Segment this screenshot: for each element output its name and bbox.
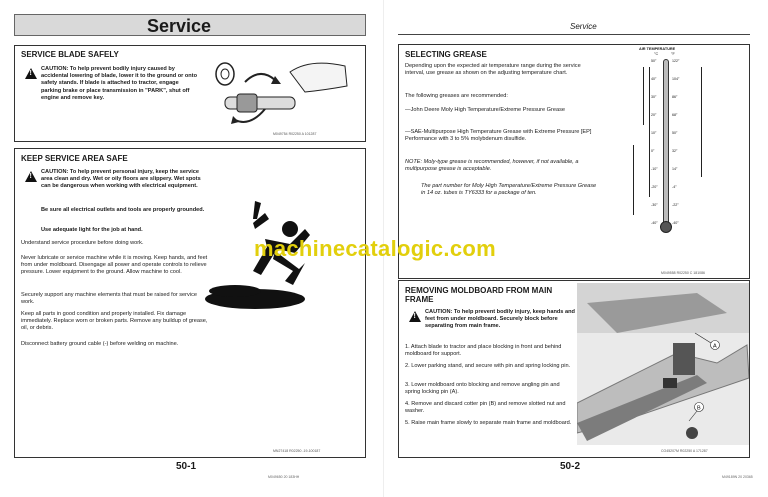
thermometer-bulb [660, 221, 672, 233]
warning-icon [409, 311, 421, 322]
celsius-tick-label: -40° [651, 221, 658, 225]
step-2: 2. Lower parking stand, and secure with pin and spring locking pin. [405, 363, 571, 369]
area-paragraph-3: Securely support any machine elements that must be raised for service work. [21, 292, 197, 306]
range-bar [701, 67, 702, 177]
step-3: 3. Lower moldboard onto blocking and remove angling pin and spring locking pin (A). [405, 382, 560, 396]
page-footnote: M049650 20 183HH [268, 475, 300, 479]
grease-note: NOTE: Moly-type grease is recommended, however, if not available, a multipurpose grease is acceptable. [405, 159, 579, 173]
service-area-title: KEEP SERVICE AREA SAFE [21, 154, 128, 163]
section-header [14, 14, 366, 36]
moldboard-caution-text: CAUTION: To help prevent bodily injury, keep hands and feet from under moldboard. Securely block before separating from main frame. [425, 309, 575, 330]
chart-title: AIR TEMPERATURE [639, 47, 676, 51]
running-header: Service [570, 22, 597, 31]
moldboard-photo [577, 283, 749, 445]
fahrenheit-tick-label: -40° [672, 221, 679, 225]
fahrenheit-tick-label: 104° [672, 77, 680, 81]
blade-safety-title: SERVICE BLADE SAFELY [21, 50, 119, 59]
service-area-box [14, 148, 366, 458]
grease-part-number: The part number for Moly High Temperature/Extreme Pressure Grease in 14 oz. tubes is TY6333 for a package of ten. [421, 183, 597, 197]
step-4: 4. Remove and discard cotter pin (B) and remove slotted nut and washer. [405, 401, 566, 415]
blade-figure-caption: M049754 R02250 A 101287 [273, 132, 317, 136]
grease-paragraph-1: Depending upon the expected air temperature range during the service interval, use grease as shown on the adjusting temperature chart. [405, 63, 581, 77]
celsius-tick-label: 30° [651, 95, 657, 99]
blade-safety-box [14, 45, 366, 142]
callout-b: B [697, 405, 701, 412]
warning-icon [25, 171, 37, 182]
celsius-tick-label: 0° [651, 149, 655, 153]
fahrenheit-tick-label: 122° [672, 59, 680, 63]
area-figure-caption: MN27418 R02250 -19-100187 [273, 449, 321, 453]
header-rule [398, 34, 750, 35]
grease-paragraph-4: —SAE-Multipurpose High Temperature Grease with Extreme Pressure [EP] Performance with 3 to 5% molybdenum disulfide. [405, 129, 592, 143]
step-1: 1. Attach blade to tractor and place blocking in front and behind moldboard for support. [405, 344, 562, 358]
celsius-tick-label: 10° [651, 131, 657, 135]
fahrenheit-tick-label: 32° [672, 149, 678, 153]
area-paragraph-4: Keep all parts in good condition and properly installed. Fix damage immediately. Replace worn or broken parts. Remove any buildup of grease, oil, or debris. [21, 311, 208, 332]
fahrenheit-tick-label: 86° [672, 95, 678, 99]
area-grounding-text: Be sure all electrical outlets and tools are properly grounded. [41, 207, 205, 213]
celsius-tick-label: 20° [651, 113, 657, 117]
callout-a: A [713, 343, 717, 350]
celsius-tick-label: 40° [651, 77, 657, 81]
section-title: Service [147, 16, 212, 36]
range-bar [649, 67, 650, 197]
celsius-tick-label: -10° [651, 167, 658, 171]
area-caution-text: CAUTION: To help prevent personal injury, keep the service area clean and dry. Wet or oily floors are slippery. Wet spots can be dangerous when working with electrical equipment. [41, 169, 201, 190]
warning-icon [25, 68, 37, 79]
fahrenheit-tick-label: -22° [672, 203, 679, 207]
grease-title: SELECTING GREASE [405, 50, 487, 59]
range-bar [643, 67, 644, 125]
celsius-tick-label: -20° [651, 185, 658, 189]
step-5: 5. Raise main frame slowly to separate main frame and moldboard. [405, 420, 572, 426]
thermometer-tube [663, 59, 669, 225]
range-bar [633, 145, 634, 215]
area-paragraph-2: Never lubricate or service machine while it is moving. Keep hands, and feet from under moldboard. Disengage all power and operate controls to relieve pressure. Lower equipment to the ground. Allow machine to cool. [21, 255, 208, 276]
area-paragraph-5: Disconnect battery ground cable (-) before welding on machine. [21, 341, 179, 347]
moldboard-figure-caption: CO45207M R02250 A 171287 [661, 449, 708, 453]
fahrenheit-unit: °F [671, 52, 675, 56]
fahrenheit-tick-label: 68° [672, 113, 678, 117]
grease-paragraph-3: —John Deere Moly High Temperature/Extreme Pressure Grease [405, 107, 566, 113]
moldboard-box [398, 280, 750, 458]
grease-paragraph-2: The following greases are recommended: [405, 93, 508, 99]
page-number: 50-2 [560, 461, 581, 472]
moldboard-title: REMOVING MOLDBOARD FROM MAIN FRAME [405, 286, 553, 304]
page-footnote: M49189N 20 20365 [722, 475, 753, 479]
fahrenheit-tick-label: 14° [672, 167, 678, 171]
watermark-text: machinecatalogic.com [254, 236, 496, 261]
fahrenheit-tick-label: 50° [672, 131, 678, 135]
celsius-unit: °C [654, 52, 659, 56]
grease-figure-caption: M049558 R02250 C 181086 [661, 271, 705, 275]
area-lighting-text: Use adequate light for the job at hand. [41, 227, 143, 233]
celsius-tick-label: 50° [651, 59, 657, 63]
area-paragraph-1: Understand service procedure before doing work. [21, 240, 144, 246]
temperature-chart [619, 45, 729, 273]
celsius-tick-label: -30° [651, 203, 658, 207]
fahrenheit-tick-label: -4° [672, 185, 677, 189]
page-number: 50-1 [176, 461, 197, 472]
blade-key-illustration [205, 52, 355, 132]
blade-caution-text: CAUTION: To help prevent bodily injury caused by accidental lowering of blade, lower it to the ground or onto safety stands. If blade is attached to tractor, engage parking brake or place transmission in "PARK", shut off engine and remove key. [41, 66, 198, 101]
